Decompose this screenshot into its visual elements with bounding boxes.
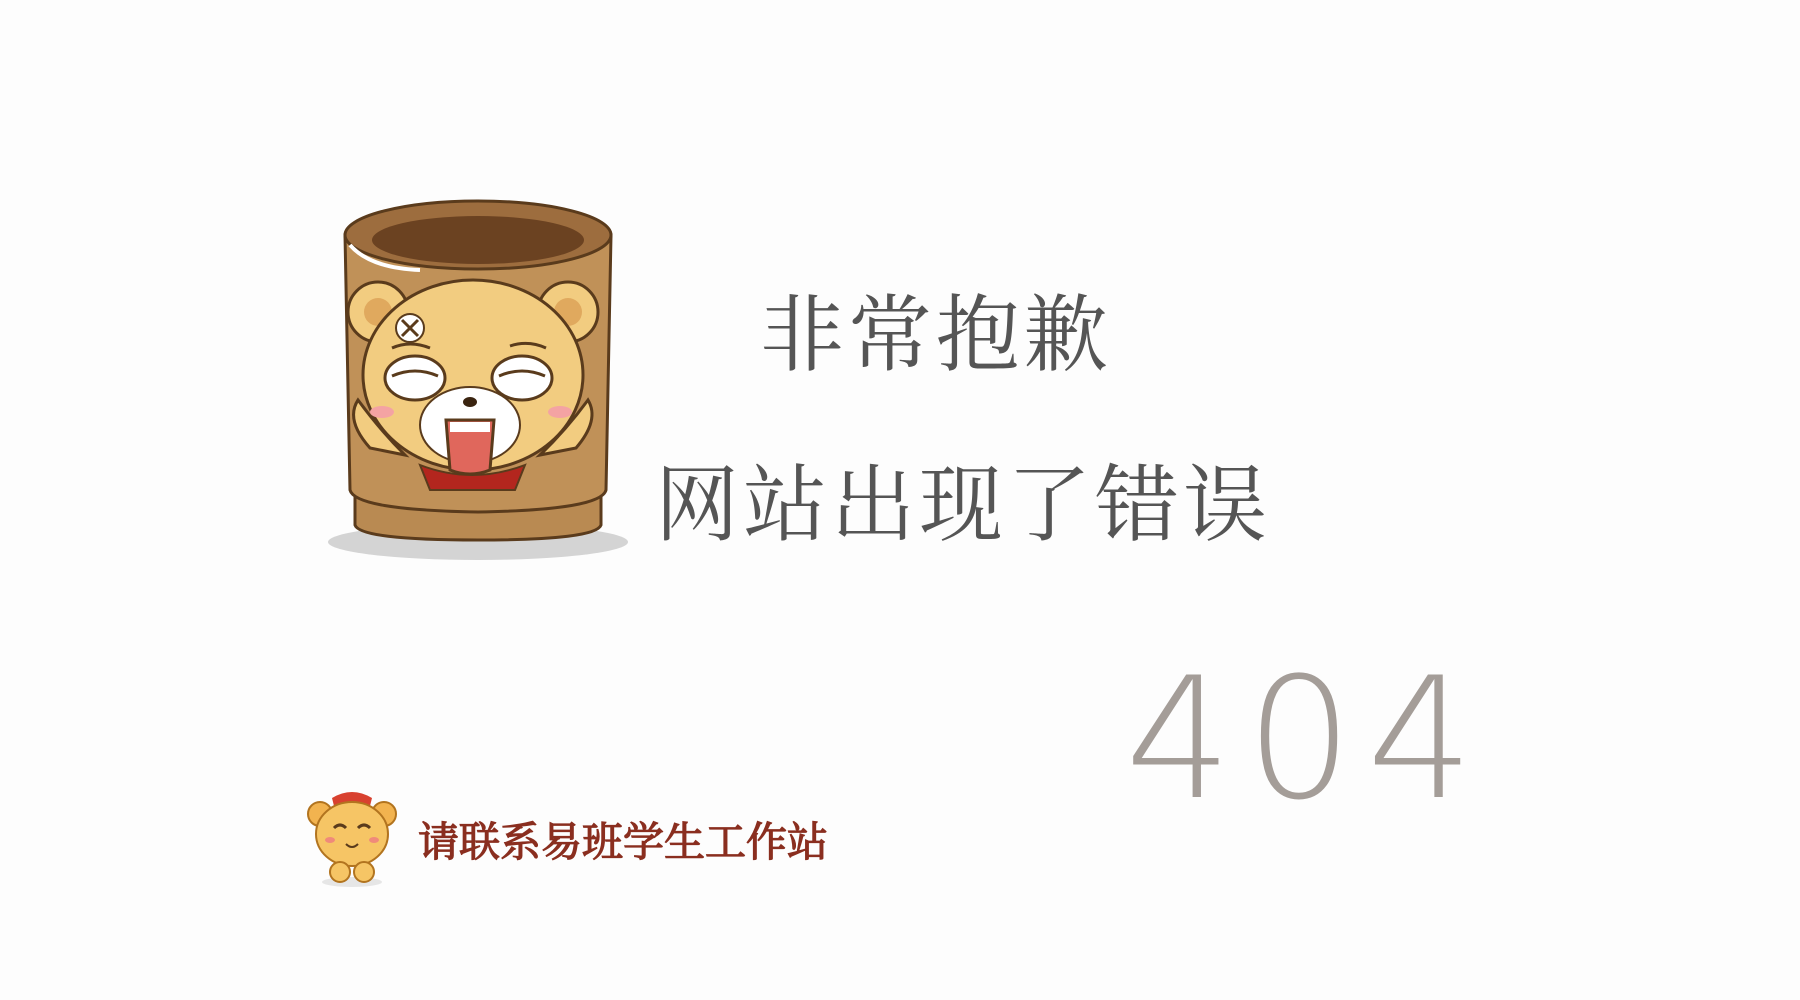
contact-link[interactable] — [300, 788, 828, 888]
contact-text: 请联系易班学生工作站 — [418, 817, 828, 866]
headline-apology: 非常抱歉 — [760, 286, 1113, 384]
headline-error: 网站出现了错误 — [655, 456, 1272, 554]
bear-in-cup-illustration — [300, 190, 660, 590]
bear-mascot-icon — [300, 786, 404, 890]
error-code: 404 — [1125, 641, 1488, 837]
